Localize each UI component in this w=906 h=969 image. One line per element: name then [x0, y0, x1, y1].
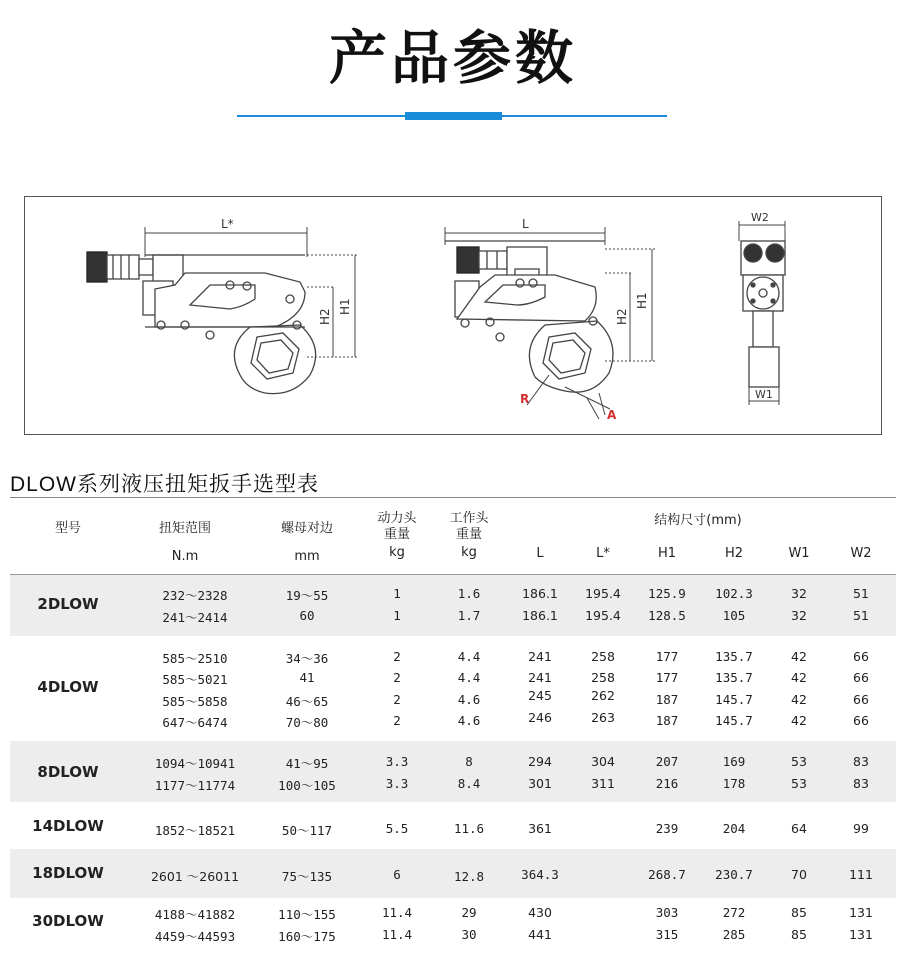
cell-nut: 46～65	[285, 694, 329, 709]
cell-W1: 85	[791, 905, 807, 920]
model-name: 18DLOW	[32, 864, 104, 882]
cell-W1: 42	[791, 713, 807, 728]
cell-work-head: 4.6	[457, 713, 481, 728]
cell-nut: 19～55	[285, 588, 329, 603]
cell-power-head: 2	[393, 713, 401, 728]
cell-work-head: 4.4	[457, 670, 481, 685]
cell-work-head: 12.8	[453, 869, 485, 884]
right-label-W2: W2	[751, 211, 769, 224]
cell-W2: 66	[853, 670, 869, 685]
cell-W1: 53	[791, 754, 807, 769]
cell-work-head: 11.6	[453, 821, 485, 836]
cell-W1: 42	[791, 692, 807, 707]
cell-power-head: 2	[393, 649, 401, 664]
cell-H2: 145.7	[715, 692, 753, 707]
cell-power-head: 3.3	[385, 776, 409, 791]
cell-work-head: 4.6	[457, 692, 481, 707]
model-name: 4DLOW	[37, 678, 99, 696]
cell-H2: 204	[722, 821, 746, 836]
cell-nut: 41～95	[285, 756, 329, 771]
cell-L: 186.1	[522, 586, 558, 601]
cell-L: 241	[528, 670, 552, 685]
cell-H2: 102.3	[715, 586, 753, 601]
cell-power-head: 5.5	[385, 821, 409, 836]
cell-H1: 177	[655, 670, 679, 685]
cell-W1: 64	[791, 821, 807, 836]
cell-L: 441	[528, 927, 552, 942]
right-view	[739, 221, 785, 405]
cell-H1: 125.9	[648, 586, 686, 601]
group-2dlow	[10, 575, 896, 636]
cell-H2: 230.7	[715, 867, 753, 882]
cell-torque: 585～5021	[162, 672, 228, 687]
table-title: DLOW系列液压扭矩扳手选型表	[10, 473, 319, 496]
cell-Lstar: 262	[591, 688, 615, 703]
cell-torque: 1177～11774	[154, 778, 236, 793]
cell-work-head: 8	[465, 754, 473, 769]
header-dimensions: 结构尺寸(mm)	[654, 513, 742, 528]
cell-torque: 4459～44593	[154, 929, 236, 944]
cell-torque: 2601 ～26011	[150, 869, 240, 884]
cell-L: 364.3	[521, 867, 559, 882]
cell-power-head: 2	[393, 670, 401, 685]
cell-torque: 585～5858	[162, 694, 228, 709]
cell-H1: 268.7	[648, 867, 686, 882]
header-H1: H1	[657, 546, 677, 561]
cell-W1: 32	[791, 586, 807, 601]
header-power-head-unit: kg	[389, 545, 405, 560]
header-torque: 扭矩范围	[158, 521, 211, 536]
wrench-diagram	[24, 196, 882, 435]
left-label-L: L*	[221, 217, 234, 231]
cell-nut: 160～175	[278, 929, 336, 944]
cell-work-head: 30	[461, 927, 477, 942]
cell-W2: 51	[853, 608, 869, 623]
header-power-head-2: 重量	[383, 527, 410, 542]
cell-torque: 241～2414	[162, 610, 228, 625]
cell-work-head: 1.7	[457, 608, 481, 623]
cell-H2: 135.7	[715, 649, 753, 664]
cell-Lstar: 195.4	[585, 586, 621, 601]
group-8dlow	[10, 741, 896, 802]
middle-label-A: A	[607, 408, 617, 422]
title-underline-accent	[405, 112, 502, 120]
cell-power-head: 1	[393, 608, 401, 623]
cell-L: 301	[528, 776, 552, 791]
cell-power-head: 11.4	[381, 927, 413, 942]
header-Lstar: L*	[596, 546, 610, 561]
header-nut: 螺母对边	[280, 521, 333, 536]
header-work-head-1: 工作头	[449, 511, 489, 526]
header-power-head-1: 动力头	[377, 511, 417, 526]
cell-torque: 585～2510	[162, 651, 228, 666]
cell-H1: 239	[655, 821, 679, 836]
cell-torque: 4188～41882	[154, 907, 236, 922]
model-name: 30DLOW	[32, 912, 104, 930]
cell-H2: 272	[722, 905, 746, 920]
cell-L: 186.1	[522, 608, 558, 623]
cell-nut: 34～36	[285, 651, 329, 666]
cell-H1: 315	[655, 927, 679, 942]
cell-power-head: 11.4	[381, 905, 413, 920]
group-18dlow	[10, 849, 896, 898]
model-name: 8DLOW	[37, 763, 99, 781]
cell-torque: 647～6474	[162, 715, 228, 730]
cell-Lstar: 195.4	[585, 608, 621, 623]
cell-nut: 110～155	[278, 907, 336, 922]
cell-H2: 105	[722, 608, 746, 623]
cell-work-head: 8.4	[457, 776, 481, 791]
header-model: 型号	[54, 521, 81, 536]
cell-H2: 135.7	[715, 670, 753, 685]
cell-nut: 70～80	[285, 715, 329, 730]
cell-Lstar: 304	[591, 754, 615, 769]
cell-torque: 1852～18521	[154, 823, 236, 838]
cell-W1: 85	[791, 927, 807, 942]
cell-L: 241	[528, 649, 552, 664]
left-label-H2: H2	[318, 308, 332, 325]
cell-Lstar: 311	[591, 776, 615, 791]
cell-nut: 60	[299, 608, 315, 623]
left-view	[87, 227, 357, 394]
group-4dlow	[10, 636, 896, 738]
header-work-head-2: 重量	[455, 527, 482, 542]
cell-H2: 285	[722, 927, 746, 942]
right-label-W1: W1	[755, 388, 773, 401]
cell-W2: 131	[849, 927, 873, 942]
cell-W2: 83	[853, 754, 869, 769]
cell-W2: 83	[853, 776, 869, 791]
cell-W2: 131	[849, 905, 873, 920]
cell-Lstar: 258	[591, 670, 615, 685]
cell-work-head: 29	[461, 905, 477, 920]
cell-W2: 66	[853, 692, 869, 707]
cell-Lstar: 263	[591, 710, 615, 725]
wrench-drawings	[25, 197, 883, 436]
cell-power-head: 3.3	[385, 754, 409, 769]
cell-H1: 207	[655, 754, 679, 769]
cell-L: 246	[528, 710, 552, 725]
header-L: L	[536, 546, 544, 561]
cell-W2: 99	[853, 821, 869, 836]
group-14dlow	[10, 802, 896, 848]
cell-W1: 70	[791, 867, 807, 882]
cell-H1: 187	[655, 692, 679, 707]
cell-work-head: 1.6	[457, 586, 481, 601]
cell-power-head: 6	[393, 867, 401, 882]
cell-nut: 75～135	[281, 869, 333, 884]
cell-torque: 232～2328	[162, 588, 228, 603]
cell-L: 245	[528, 688, 552, 703]
cell-H2: 145.7	[715, 713, 753, 728]
header-work-head-unit: kg	[461, 545, 477, 560]
cell-Lstar: 258	[591, 649, 615, 664]
cell-W2: 66	[853, 713, 869, 728]
middle-label-R: R	[520, 392, 530, 406]
cell-torque: 1094～10941	[154, 756, 236, 771]
header-W1: W1	[788, 546, 810, 561]
header-nut-unit: mm	[294, 549, 320, 564]
model-name: 14DLOW	[32, 817, 104, 835]
cell-power-head: 1	[393, 586, 401, 601]
header-torque-unit: N.m	[171, 549, 199, 564]
middle-label-L: L	[522, 217, 529, 231]
cell-W1: 42	[791, 670, 807, 685]
group-30dlow	[10, 898, 896, 960]
table-title-divider	[10, 497, 896, 498]
header-H2: H2	[724, 546, 744, 561]
cell-H2: 178	[722, 776, 746, 791]
cell-nut: 100～105	[278, 778, 336, 793]
cell-L: 361	[528, 821, 552, 836]
cell-nut: 50～117	[281, 823, 333, 838]
cell-power-head: 2	[393, 692, 401, 707]
cell-nut: 41	[299, 670, 315, 685]
cell-H1: 303	[655, 905, 679, 920]
header-W2: W2	[850, 546, 872, 561]
cell-W2: 51	[853, 586, 869, 601]
cell-W2: 66	[853, 649, 869, 664]
cell-W1: 32	[791, 608, 807, 623]
middle-label-H1: H1	[635, 292, 649, 309]
cell-L: 430	[528, 905, 552, 920]
page-title: 产品参数	[328, 24, 577, 92]
cell-W1: 42	[791, 649, 807, 664]
cell-H2: 169	[722, 754, 746, 769]
cell-L: 294	[528, 754, 552, 769]
cell-H1: 216	[655, 776, 679, 791]
cell-H1: 187	[655, 713, 679, 728]
cell-work-head: 4.4	[457, 649, 481, 664]
cell-H1: 177	[655, 649, 679, 664]
middle-label-H2: H2	[615, 308, 629, 325]
model-name: 2DLOW	[37, 595, 99, 613]
cell-W1: 53	[791, 776, 807, 791]
cell-W2: 111	[849, 867, 873, 882]
cell-H1: 128.5	[648, 608, 686, 623]
left-label-H1: H1	[338, 298, 352, 315]
